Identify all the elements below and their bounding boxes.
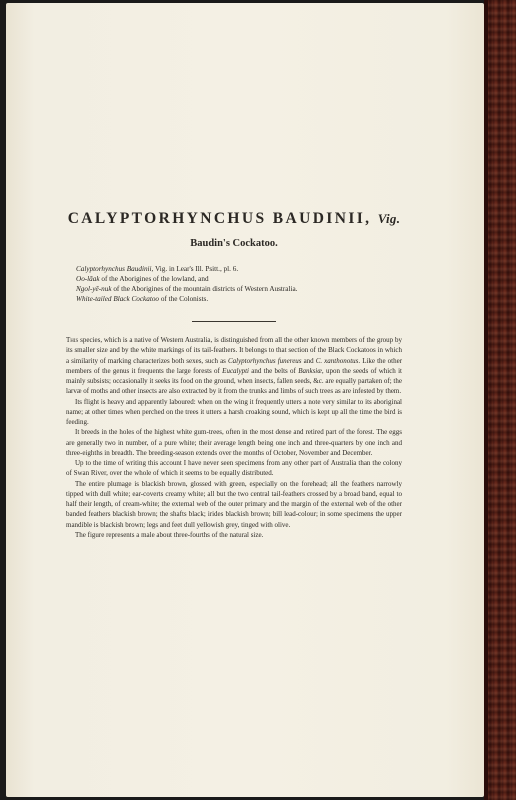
page-title — [66, 210, 402, 228]
common-name: Baudin's Cockatoo. — [190, 238, 278, 249]
paragraph-5: The entire plumage is blackish brown, glossed with green, especially on the forehead; all the feathers narrowly tipped with dull white; ear-coverts creamy white; all but the two central tail-feathers crossed by a broad band, equal to half their length, of cream-white; the external web of the outer primary and the margin of the external web of the other banded feathers blackish brown; the shafts black; irides blackish brown; bill lead-colour; in some specimens the upper mandible is blackish brown; legs and feet dull yellowish grey, tinged with olive. — [66, 479, 402, 529]
divider-rule — [192, 321, 276, 322]
italic-term: Banksiæ — [298, 366, 322, 375]
synonym-name: Ngol-yē-nuk — [76, 285, 112, 293]
page-content — [66, 210, 402, 540]
synonym-rest: of the Aborigines of the lowland, and — [99, 275, 209, 283]
text-run: and the belts of — [249, 366, 299, 375]
binding-shadow — [484, 0, 488, 800]
title-authority: Vig. — [377, 211, 401, 226]
synonym-name: Calyptorhynchus Baudinii, — [76, 265, 154, 273]
title-genus-species: CALYPTORHYNCHUS BAUDINII, — [67, 210, 372, 227]
description-body — [66, 335, 402, 540]
text-run: and — [301, 356, 316, 365]
book-binding-edge — [484, 0, 516, 800]
paragraph-lead-word: This — [66, 336, 79, 344]
synonym-line — [76, 284, 402, 294]
synonym-rest: of the Colonists. — [159, 295, 209, 303]
synonym-line — [76, 274, 402, 284]
italic-term: Calyptorhynchus funereus — [227, 356, 302, 365]
synonym-rest: of the Aborigines of the mountain districts of Western Australia. — [111, 285, 298, 293]
italic-term: C. xanthonotus — [315, 356, 359, 365]
synonymy-list — [76, 264, 402, 304]
synonym-name: Oo-lāak — [76, 275, 100, 283]
synonym-line — [76, 294, 402, 304]
paragraph-1 — [66, 335, 402, 397]
paragraph-3: It breeds in the holes of the highest white gum-trees, often in the most dense and retired part of the forest. The eggs are generally two in number, of a pure white; their average length being one inch and three-quarters by one inch and three-eighths in breadth. The breeding-season extends over the months of October, November and December. — [66, 428, 402, 457]
italic-term: Eucalypti — [222, 366, 249, 375]
text-run: . Like the other members of the genus it frequents the large forests of — [66, 356, 403, 375]
synonym-rest: Vig. in Lear's Ill. Psitt., pl. 6. — [153, 265, 239, 273]
paragraph-6: The figure represents a male about three-fourths of the natural size. — [75, 530, 264, 539]
synonym-line — [76, 264, 402, 274]
synonym-name: White-tailed Black Cockatoo — [76, 295, 160, 303]
paragraph-4: Up to the time of writing this account I have never seen specimens from any other part of Australia than the colony of Swan River, over the whole of which it seems to be equally distributed. — [66, 459, 402, 478]
text-run: , upon the seeds of which it mainly subsists; occasionally it seeks its food on the ground, when insects, fallen seeds, &c. are equally partaken of; the larvæ of moths and other insects are also extracted by it from the trunks and limbs of such trees as are infested by them. — [66, 366, 402, 396]
paragraph-2: Its flight is heavy and apparently laboured: when on the wing it frequently utters a note very similar to its aboriginal name; at other times when perched on the trees it utters a harsh croaking sound, which is kept up all the time the bird is feeding. — [66, 397, 402, 426]
text-run: species, which is a native of Western Australia, is distinguished from all the other known members of the group by its smaller size and by the white markings of its tail-feathers. It belongs to that section of the Black Cockatoos in which a similarity of marking characterizes both sexes, such as — [66, 336, 402, 365]
